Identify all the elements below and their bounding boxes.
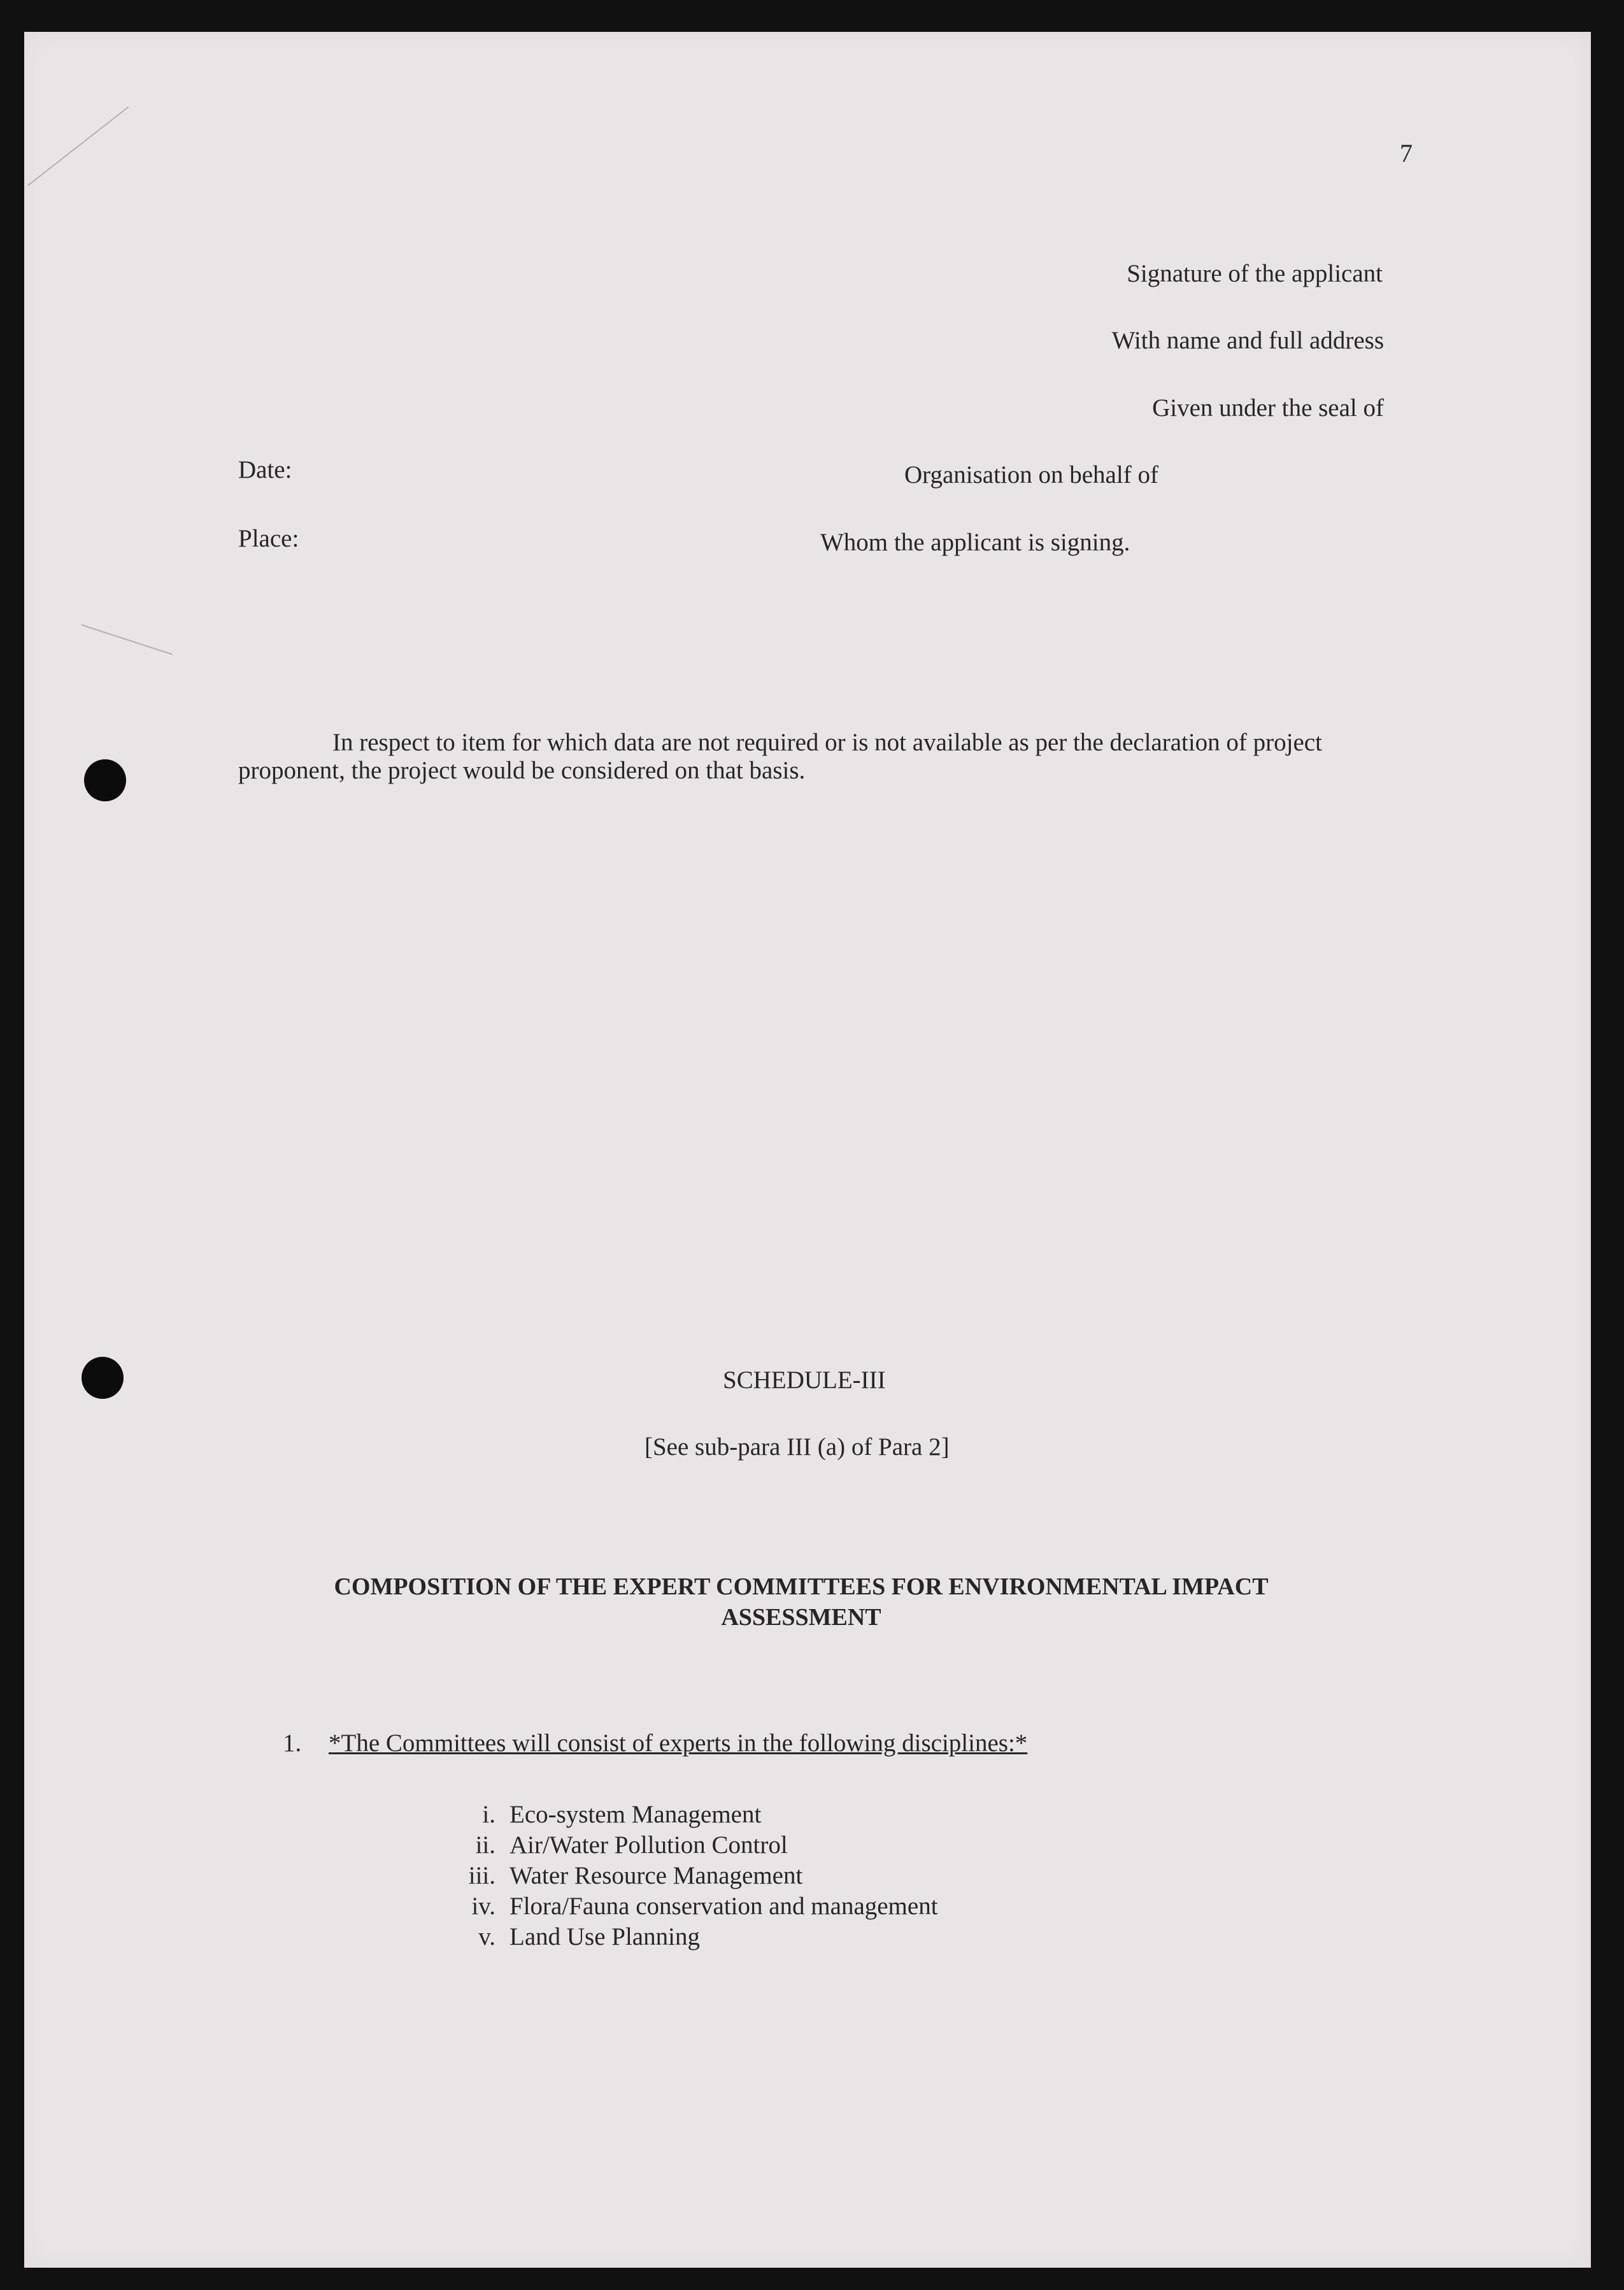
schedule-title: SCHEDULE-III: [723, 1366, 886, 1394]
list-item-text: Eco-system Management: [509, 1801, 762, 1828]
punch-hole-bottom: [82, 1357, 124, 1399]
signature-line-5: Whom the applicant is signing.: [820, 529, 1130, 556]
list-item: [419, 1893, 938, 1921]
list-item-text: Flora/Fauna conservation and management: [509, 1893, 938, 1920]
section-1-title: *The Committees will consist of experts in the following disciplines:*: [329, 1729, 1028, 1757]
scan-mark: [82, 624, 173, 655]
section-1-number: 1.: [283, 1729, 302, 1757]
section-heading: [18, 1572, 1585, 1633]
list-item-text: Air/Water Pollution Control: [509, 1831, 788, 1859]
place-label: Place:: [238, 525, 299, 552]
punch-hole-top: [84, 759, 126, 801]
section-heading-line-2: ASSESSMENT: [721, 1603, 881, 1631]
signature-line-4: Organisation on behalf of: [904, 461, 1158, 489]
note-paragraph: In respect to item for which data are not required or is not available as per the declaration of project proponent, the project would be considered on that basis.: [238, 729, 1322, 784]
list-item-number: iii.: [468, 1862, 495, 1889]
date-label: Date:: [238, 456, 292, 483]
list-item: [419, 1863, 802, 1890]
schedule-reference: [See sub-para III (a) of Para 2]: [645, 1433, 950, 1461]
list-item-number: v.: [478, 1923, 495, 1950]
signature-line-1: Signature of the applicant: [1127, 260, 1383, 287]
signature-line-3: Given under the seal of: [1152, 394, 1384, 422]
list-item-number: i.: [482, 1801, 495, 1828]
list-item-number: ii.: [475, 1831, 495, 1859]
scan-mark: [27, 106, 129, 186]
document-page: [24, 32, 1591, 2268]
list-item-text: Water Resource Management: [509, 1862, 803, 1889]
list-item: [419, 1832, 788, 1859]
list-item: [419, 1801, 761, 1829]
list-item-number: iv.: [471, 1893, 495, 1920]
list-item-text: Land Use Planning: [509, 1923, 700, 1950]
section-heading-line-1: COMPOSITION OF THE EXPERT COMMITTEES FOR ENVIRONMENTAL IMPACT: [334, 1573, 1269, 1600]
signature-line-2: With name and full address: [1111, 327, 1384, 354]
list-item: [419, 1924, 700, 1951]
page-number: 7: [1400, 139, 1413, 168]
